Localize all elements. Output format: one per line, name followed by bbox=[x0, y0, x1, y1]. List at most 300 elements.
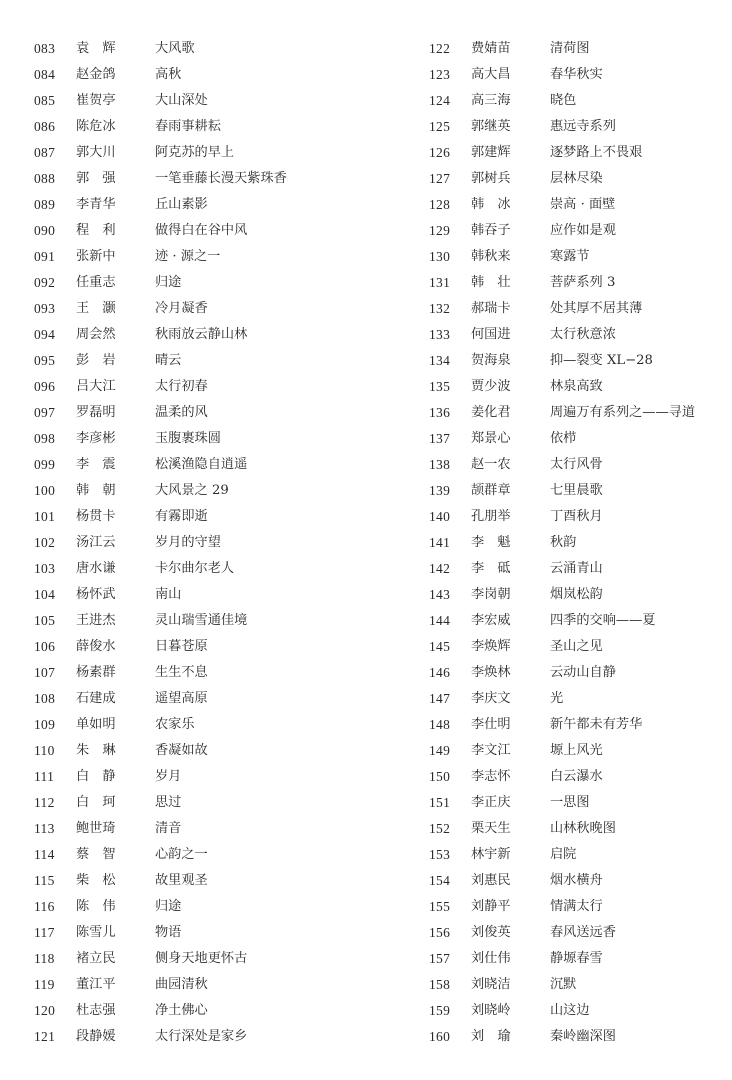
entry-number: 085 bbox=[34, 93, 56, 108]
artwork-title: 晴云 bbox=[155, 353, 182, 368]
artist-name: 李青华 bbox=[76, 197, 116, 212]
entry-number: 158 bbox=[429, 977, 451, 992]
artist-name: 费婧苗 bbox=[471, 41, 511, 56]
artist-name: 柴 松 bbox=[76, 873, 116, 888]
artist-name: 刘晓洁 bbox=[471, 977, 511, 992]
artwork-title: 层林尽染 bbox=[550, 171, 603, 186]
artwork-title: 岁月的守望 bbox=[155, 535, 221, 550]
catalog-entry bbox=[429, 244, 732, 270]
artwork-title: 春雨事耕耘 bbox=[155, 119, 221, 134]
artwork-title: 太行秋意浓 bbox=[550, 327, 616, 342]
artist-name: 杨素群 bbox=[76, 665, 116, 680]
catalog-entry bbox=[34, 946, 364, 972]
catalog-entry bbox=[429, 504, 732, 530]
catalog-entry bbox=[34, 192, 364, 218]
artwork-title: 遥望高原 bbox=[155, 691, 208, 706]
artist-name: 韩 壮 bbox=[471, 275, 511, 290]
entry-number: 148 bbox=[429, 717, 451, 732]
entry-number: 128 bbox=[429, 197, 451, 212]
artwork-title: 太行初春 bbox=[155, 379, 208, 394]
artwork-title: 冷月凝香 bbox=[155, 301, 208, 316]
catalog-entry bbox=[34, 894, 364, 920]
artist-name: 白 珂 bbox=[76, 795, 116, 810]
entry-number: 099 bbox=[34, 457, 56, 472]
entry-number: 116 bbox=[34, 899, 55, 914]
artwork-title: 农家乐 bbox=[155, 717, 195, 732]
artwork-title: 应作如是观 bbox=[550, 223, 616, 238]
artwork-title: 物语 bbox=[155, 925, 182, 940]
artist-name: 李 震 bbox=[76, 457, 116, 472]
catalog-entry bbox=[429, 920, 732, 946]
artist-name: 何国进 bbox=[471, 327, 511, 342]
entry-number: 095 bbox=[34, 353, 56, 368]
artwork-title: 生生不息 bbox=[155, 665, 208, 680]
catalog-entry bbox=[429, 36, 732, 62]
artwork-title: 菩萨系列 3 bbox=[550, 275, 616, 290]
catalog-entry bbox=[429, 686, 732, 712]
catalog-entry bbox=[34, 738, 364, 764]
artist-name: 李正庆 bbox=[471, 795, 511, 810]
catalog-entry bbox=[34, 868, 364, 894]
artist-name: 赵金鸽 bbox=[76, 67, 116, 82]
catalog-entry bbox=[34, 842, 364, 868]
catalog-entry bbox=[34, 660, 364, 686]
artwork-title: 心韵之一 bbox=[155, 847, 208, 862]
artwork-title: 日暮苍原 bbox=[155, 639, 208, 654]
artwork-title: 曲园清秋 bbox=[155, 977, 208, 992]
entry-number: 159 bbox=[429, 1003, 451, 1018]
artist-name: 杜志强 bbox=[76, 1003, 116, 1018]
catalog-entry bbox=[34, 244, 364, 270]
artist-name: 鲍世琦 bbox=[76, 821, 116, 836]
catalog-entry bbox=[34, 582, 364, 608]
artwork-title: 太行风骨 bbox=[550, 457, 603, 472]
catalog-entry bbox=[429, 1024, 732, 1050]
artist-name: 郭树兵 bbox=[471, 171, 511, 186]
artist-name: 单如明 bbox=[76, 717, 116, 732]
artist-name: 王进杰 bbox=[76, 613, 116, 628]
artwork-title: 一思图 bbox=[550, 795, 590, 810]
catalog-column-right bbox=[429, 36, 732, 1050]
entry-number: 115 bbox=[34, 873, 55, 888]
entry-number: 097 bbox=[34, 405, 56, 420]
entry-number: 102 bbox=[34, 535, 56, 550]
artist-name: 白 静 bbox=[76, 769, 116, 784]
artwork-title: 太行深处是家乡 bbox=[155, 1029, 248, 1044]
entry-number: 154 bbox=[429, 873, 451, 888]
artwork-title: 惠远寺系列 bbox=[550, 119, 616, 134]
artist-name: 褚立民 bbox=[76, 951, 116, 966]
artwork-title: 春华秋实 bbox=[550, 67, 603, 82]
artist-name: 刘俊英 bbox=[471, 925, 511, 940]
artwork-title: 逐梦路上不畏艰 bbox=[550, 145, 643, 160]
entry-number: 121 bbox=[34, 1029, 56, 1044]
artwork-title: 新午都未有芳华 bbox=[550, 717, 643, 732]
artwork-title: 情满太行 bbox=[550, 899, 603, 914]
entry-number: 119 bbox=[34, 977, 55, 992]
artist-name: 杨怀武 bbox=[76, 587, 116, 602]
artist-name: 董江平 bbox=[76, 977, 116, 992]
entry-number: 098 bbox=[34, 431, 56, 446]
artwork-title: 塬上风光 bbox=[550, 743, 603, 758]
catalog-entry bbox=[429, 478, 732, 504]
artist-name: 杨贯卡 bbox=[76, 509, 116, 524]
artist-name: 栗天生 bbox=[471, 821, 511, 836]
entry-number: 144 bbox=[429, 613, 451, 628]
artwork-title: 白云瀑水 bbox=[550, 769, 603, 784]
catalog-entry bbox=[429, 790, 732, 816]
artwork-title: 处其厚不居其薄 bbox=[550, 301, 643, 316]
entry-number: 087 bbox=[34, 145, 56, 160]
catalog-entry bbox=[34, 400, 364, 426]
entry-number: 156 bbox=[429, 925, 451, 940]
artwork-title: 丘山素影 bbox=[155, 197, 208, 212]
catalog-entry bbox=[34, 114, 364, 140]
artist-name: 郭大川 bbox=[76, 145, 116, 160]
artist-name: 唐水谦 bbox=[76, 561, 116, 576]
artist-name: 周会然 bbox=[76, 327, 116, 342]
catalog-entry bbox=[34, 166, 364, 192]
artwork-title: 阿克苏的早上 bbox=[155, 145, 235, 160]
entry-number: 109 bbox=[34, 717, 56, 732]
artwork-title: 温柔的风 bbox=[155, 405, 208, 420]
artist-name: 李 魁 bbox=[471, 535, 511, 550]
catalog-entry bbox=[34, 62, 364, 88]
artwork-title: 有霧即逝 bbox=[155, 509, 208, 524]
artist-name: 李志怀 bbox=[471, 769, 511, 784]
artwork-title: 山林秋晚图 bbox=[550, 821, 616, 836]
catalog-entry bbox=[34, 816, 364, 842]
artist-name: 李庆文 bbox=[471, 691, 511, 706]
artwork-title: 大山深处 bbox=[155, 93, 208, 108]
artist-name: 韩 冰 bbox=[471, 197, 511, 212]
catalog-entry bbox=[429, 374, 732, 400]
entry-number: 120 bbox=[34, 1003, 56, 1018]
entry-number: 117 bbox=[34, 925, 55, 940]
catalog-entry bbox=[429, 426, 732, 452]
catalog-entry bbox=[429, 114, 732, 140]
entry-number: 132 bbox=[429, 301, 451, 316]
catalog-entry bbox=[34, 608, 364, 634]
entry-number: 110 bbox=[34, 743, 55, 758]
entry-number: 126 bbox=[429, 145, 451, 160]
catalog-entry bbox=[34, 140, 364, 166]
artwork-title: 秋韵 bbox=[550, 535, 577, 550]
artist-name: 刘仕伟 bbox=[471, 951, 511, 966]
artwork-title: 林泉高致 bbox=[550, 379, 603, 394]
artwork-title: 云涌青山 bbox=[550, 561, 603, 576]
catalog-entry bbox=[429, 452, 732, 478]
artwork-title: 晓色 bbox=[550, 93, 577, 108]
artwork-title: 丁酉秋月 bbox=[550, 509, 603, 524]
artwork-title: 一笔垂藤长漫天紫珠香 bbox=[155, 171, 287, 186]
artist-name: 林宇新 bbox=[471, 847, 511, 862]
artist-name: 颉群章 bbox=[471, 483, 511, 498]
catalog-entry bbox=[429, 738, 732, 764]
entry-number: 142 bbox=[429, 561, 451, 576]
artwork-title: 松溪渔隐自逍遥 bbox=[155, 457, 248, 472]
artist-name: 高大昌 bbox=[471, 67, 511, 82]
artwork-title: 玉腹裹珠圆 bbox=[155, 431, 221, 446]
artist-name: 吕大江 bbox=[76, 379, 116, 394]
entry-number: 143 bbox=[429, 587, 451, 602]
entry-number: 124 bbox=[429, 93, 451, 108]
entry-number: 150 bbox=[429, 769, 451, 784]
artwork-title: 香凝如故 bbox=[155, 743, 208, 758]
artist-name: 李焕辉 bbox=[471, 639, 511, 654]
entry-number: 139 bbox=[429, 483, 451, 498]
entry-number: 106 bbox=[34, 639, 56, 654]
artist-name: 李宏威 bbox=[471, 613, 511, 628]
artist-name: 李彦彬 bbox=[76, 431, 116, 446]
catalog-entry bbox=[34, 712, 364, 738]
entry-number: 091 bbox=[34, 249, 56, 264]
artist-name: 石建成 bbox=[76, 691, 116, 706]
artist-name: 张新中 bbox=[76, 249, 116, 264]
artwork-title: 七里晨歌 bbox=[550, 483, 603, 498]
artist-name: 刘 瑜 bbox=[471, 1029, 511, 1044]
catalog-entry bbox=[429, 634, 732, 660]
artist-name: 陈雪儿 bbox=[76, 925, 116, 940]
entry-number: 084 bbox=[34, 67, 56, 82]
entry-number: 152 bbox=[429, 821, 451, 836]
catalog-entry bbox=[34, 88, 364, 114]
artwork-title: 云动山自静 bbox=[550, 665, 616, 680]
artist-name: 高三海 bbox=[471, 93, 511, 108]
entry-number: 134 bbox=[429, 353, 451, 368]
catalog-entry bbox=[34, 374, 364, 400]
artist-name: 朱 琳 bbox=[76, 743, 116, 758]
entry-number: 155 bbox=[429, 899, 451, 914]
artist-name: 孔朋举 bbox=[471, 509, 511, 524]
catalog-entry bbox=[429, 946, 732, 972]
artwork-title: 烟水横舟 bbox=[550, 873, 603, 888]
catalog-entry bbox=[429, 972, 732, 998]
catalog-entry bbox=[429, 608, 732, 634]
catalog-entry bbox=[34, 36, 364, 62]
artwork-title: 岁月 bbox=[155, 769, 182, 784]
entry-number: 105 bbox=[34, 613, 56, 628]
catalog-entry bbox=[34, 1024, 364, 1050]
artwork-title: 周遍万有系列之——寻道 bbox=[550, 405, 696, 420]
artist-name: 王 灏 bbox=[76, 301, 116, 316]
artwork-title: 清荷图 bbox=[550, 41, 590, 56]
artist-name: 郭继英 bbox=[471, 119, 511, 134]
catalog-entry bbox=[429, 322, 732, 348]
catalog-entry bbox=[34, 452, 364, 478]
entry-number: 118 bbox=[34, 951, 55, 966]
artist-name: 陈 伟 bbox=[76, 899, 116, 914]
catalog-entry bbox=[34, 790, 364, 816]
catalog-entry bbox=[429, 556, 732, 582]
artist-name: 刘静平 bbox=[471, 899, 511, 914]
artist-name: 薛俊水 bbox=[76, 639, 116, 654]
artist-name: 程 利 bbox=[76, 223, 116, 238]
artwork-title: 四季的交响——夏 bbox=[550, 613, 656, 628]
artwork-title: 烟岚松韵 bbox=[550, 587, 603, 602]
artist-name: 李岗朝 bbox=[471, 587, 511, 602]
catalog-entry bbox=[34, 634, 364, 660]
catalog-entry bbox=[34, 296, 364, 322]
artist-name: 郑景心 bbox=[471, 431, 511, 446]
entry-number: 136 bbox=[429, 405, 451, 420]
entry-number: 086 bbox=[34, 119, 56, 134]
artwork-title: 故里观圣 bbox=[155, 873, 208, 888]
artist-name: 刘晓岭 bbox=[471, 1003, 511, 1018]
artwork-title: 沉默 bbox=[550, 977, 577, 992]
artist-name: 李仕明 bbox=[471, 717, 511, 732]
artist-name: 彭 岩 bbox=[76, 353, 116, 368]
artist-name: 袁 辉 bbox=[76, 41, 116, 56]
artist-name: 姜化君 bbox=[471, 405, 511, 420]
catalog-entry bbox=[429, 582, 732, 608]
entry-number: 125 bbox=[429, 119, 451, 134]
entry-number: 145 bbox=[429, 639, 451, 654]
entry-number: 122 bbox=[429, 41, 451, 56]
entry-number: 083 bbox=[34, 41, 56, 56]
catalog-entry bbox=[429, 998, 732, 1024]
artist-name: 贺海泉 bbox=[471, 353, 511, 368]
catalog-entry bbox=[34, 478, 364, 504]
catalog-entry bbox=[429, 764, 732, 790]
entry-number: 133 bbox=[429, 327, 451, 342]
catalog-entry bbox=[429, 270, 732, 296]
artwork-title: 归途 bbox=[155, 275, 182, 290]
catalog-entry bbox=[429, 348, 732, 374]
entry-number: 127 bbox=[429, 171, 451, 186]
artwork-title: 静塬春雪 bbox=[550, 951, 603, 966]
catalog-entry bbox=[429, 400, 732, 426]
artwork-title: 光 bbox=[550, 691, 564, 706]
entry-number: 089 bbox=[34, 197, 56, 212]
artist-name: 陈危冰 bbox=[76, 119, 116, 134]
catalog-entry bbox=[429, 62, 732, 88]
entry-number: 129 bbox=[429, 223, 451, 238]
artwork-title: 做得白在谷中风 bbox=[155, 223, 248, 238]
artist-name: 李文江 bbox=[471, 743, 511, 758]
entry-number: 149 bbox=[429, 743, 451, 758]
artwork-title: 山这边 bbox=[550, 1003, 590, 1018]
catalog-entry bbox=[429, 712, 732, 738]
catalog-entry bbox=[429, 140, 732, 166]
catalog-entry bbox=[34, 972, 364, 998]
entry-number: 147 bbox=[429, 691, 451, 706]
entry-number: 114 bbox=[34, 847, 55, 862]
artist-name: 刘惠民 bbox=[471, 873, 511, 888]
artist-name: 韩 朝 bbox=[76, 483, 116, 498]
artwork-title: 净土佛心 bbox=[155, 1003, 208, 1018]
entry-number: 107 bbox=[34, 665, 56, 680]
artwork-title: 高秋 bbox=[155, 67, 182, 82]
entry-number: 104 bbox=[34, 587, 56, 602]
catalog-entry bbox=[34, 920, 364, 946]
entry-number: 101 bbox=[34, 509, 56, 524]
catalog-entry bbox=[34, 764, 364, 790]
artist-name: 崔贺亭 bbox=[76, 93, 116, 108]
catalog-entry bbox=[429, 88, 732, 114]
entry-number: 096 bbox=[34, 379, 56, 394]
artist-name: 贾少波 bbox=[471, 379, 511, 394]
entry-number: 141 bbox=[429, 535, 451, 550]
catalog-entry bbox=[34, 504, 364, 530]
entry-number: 135 bbox=[429, 379, 451, 394]
artist-name: 郭建辉 bbox=[471, 145, 511, 160]
catalog-entry bbox=[34, 322, 364, 348]
artwork-title: 思过 bbox=[155, 795, 182, 810]
artwork-title: 秋雨放云静山林 bbox=[155, 327, 248, 342]
entry-number: 103 bbox=[34, 561, 56, 576]
artwork-title: 卡尔曲尔老人 bbox=[155, 561, 235, 576]
artwork-title: 圣山之见 bbox=[550, 639, 603, 654]
artwork-title: 南山 bbox=[155, 587, 182, 602]
entry-number: 138 bbox=[429, 457, 451, 472]
artist-name: 韩秋来 bbox=[471, 249, 511, 264]
entry-number: 092 bbox=[34, 275, 56, 290]
entry-number: 151 bbox=[429, 795, 451, 810]
artwork-title: 寒露节 bbox=[550, 249, 590, 264]
catalog-entry bbox=[34, 530, 364, 556]
catalog-entry bbox=[34, 270, 364, 296]
catalog-entry bbox=[34, 218, 364, 244]
entry-number: 090 bbox=[34, 223, 56, 238]
artist-name: 段静媛 bbox=[76, 1029, 116, 1044]
catalog-entry bbox=[429, 816, 732, 842]
artist-name: 李 砥 bbox=[471, 561, 511, 576]
entry-number: 160 bbox=[429, 1029, 451, 1044]
catalog-entry bbox=[429, 894, 732, 920]
artwork-title: 侧身天地更怀古 bbox=[155, 951, 248, 966]
artwork-title: 清音 bbox=[155, 821, 182, 836]
artwork-title: 大风景之 29 bbox=[155, 483, 229, 498]
catalog-entry bbox=[429, 842, 732, 868]
artist-name: 罗磊明 bbox=[76, 405, 116, 420]
catalog-entry bbox=[34, 348, 364, 374]
artist-name: 蔡 智 bbox=[76, 847, 116, 862]
catalog-entry bbox=[34, 556, 364, 582]
artwork-title: 迹 · 源之一 bbox=[155, 249, 221, 264]
artist-name: 郝瑞卡 bbox=[471, 301, 511, 316]
catalog-entry bbox=[429, 530, 732, 556]
artist-name: 韩吞子 bbox=[471, 223, 511, 238]
catalog-entry bbox=[34, 686, 364, 712]
artwork-title: 春风送远香 bbox=[550, 925, 616, 940]
entry-number: 140 bbox=[429, 509, 451, 524]
catalog-entry bbox=[429, 296, 732, 322]
entry-number: 113 bbox=[34, 821, 55, 836]
catalog-entry bbox=[429, 166, 732, 192]
catalog-entry bbox=[34, 998, 364, 1024]
artist-name: 任重志 bbox=[76, 275, 116, 290]
entry-number: 130 bbox=[429, 249, 451, 264]
entry-number: 112 bbox=[34, 795, 55, 810]
entry-number: 088 bbox=[34, 171, 56, 186]
entry-number: 123 bbox=[429, 67, 451, 82]
entry-number: 108 bbox=[34, 691, 56, 706]
artwork-title: 抑—裂变 XL−28 bbox=[550, 353, 653, 368]
entry-number: 093 bbox=[34, 301, 56, 316]
entry-number: 137 bbox=[429, 431, 451, 446]
catalog-column-left bbox=[34, 36, 364, 1050]
entry-number: 146 bbox=[429, 665, 451, 680]
catalog-entry bbox=[34, 426, 364, 452]
artwork-title: 秦岭幽深图 bbox=[550, 1029, 616, 1044]
entry-number: 153 bbox=[429, 847, 451, 862]
entry-number: 111 bbox=[34, 769, 55, 784]
artist-name: 郭 强 bbox=[76, 171, 116, 186]
catalog-entry bbox=[429, 868, 732, 894]
catalog-entry bbox=[429, 218, 732, 244]
artwork-title: 崇高 · 面壁 bbox=[550, 197, 616, 212]
